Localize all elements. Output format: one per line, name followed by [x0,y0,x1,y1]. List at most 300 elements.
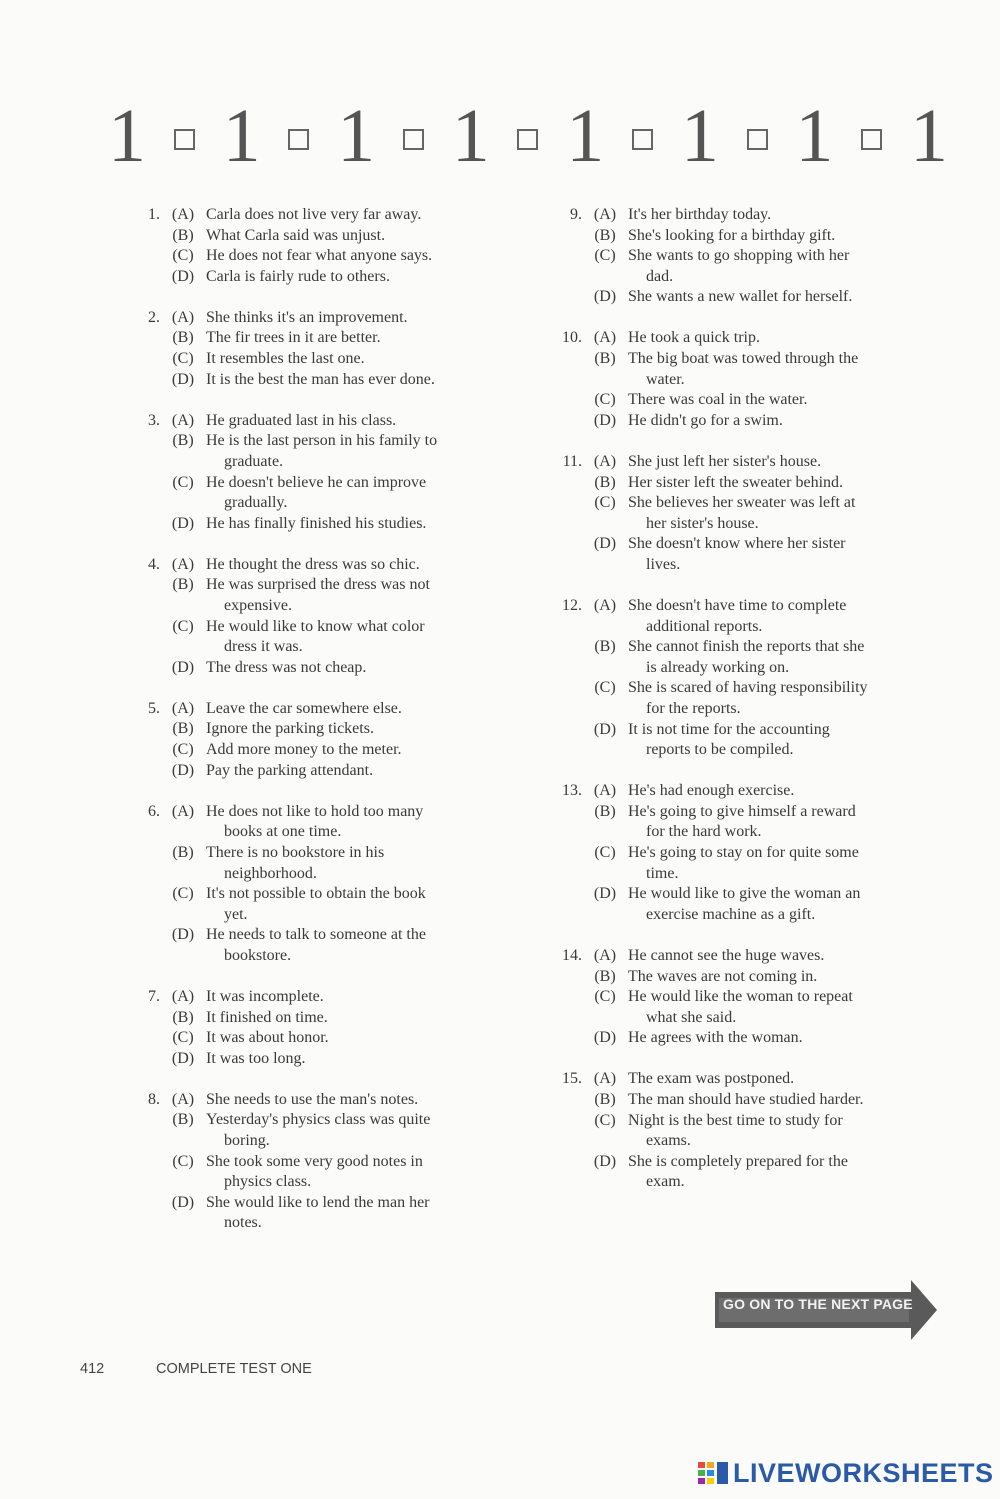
question-number [128,1008,164,1029]
answer-option[interactable] [128,1008,508,1029]
answer-option[interactable] [550,678,940,719]
brand-watermark [697,1458,994,1489]
answer-option[interactable] [128,884,508,925]
answer-option[interactable] [550,452,940,473]
brand-name: LIVEWORKSHEETS [733,1458,994,1488]
answer-option[interactable] [550,390,940,411]
option-letter: (B) [172,432,194,450]
option-text-line: She doesn't have time to complete [628,597,847,614]
answer-option[interactable] [550,987,940,1028]
option-text-line: He thought the dress was so chic. [206,555,420,573]
answer-option[interactable] [128,246,508,267]
option-letter: (A) [171,308,195,326]
option-text-line: expensive. [224,597,292,614]
question-number [550,967,586,988]
option-text-line: There was coal in the water. [628,391,808,409]
option-text-line: He is the last person in his family to [206,432,438,450]
option-text [202,658,508,679]
answer-option[interactable] [128,575,508,616]
question-number [128,514,164,535]
option-letter: (B) [594,473,616,491]
liveworksheets-logo-icon [697,1459,731,1489]
question-item [550,328,940,431]
option-text-line: He would like to know what color [206,617,425,635]
section-number: 1 [451,94,490,178]
question-number [550,1111,586,1152]
answer-option[interactable] [128,740,508,761]
option-letter: (D) [171,267,195,285]
answer-option[interactable] [128,267,508,288]
option-text-line: neighborhood. [224,864,317,882]
question-number [550,390,586,411]
option-text-line: bookstore. [224,946,292,964]
option-text-line: It was about honor. [206,1029,329,1047]
question-number: 11. [562,452,582,470]
option-letter: (B) [594,350,616,368]
option-letter: (A) [171,1090,195,1108]
option-letter: (C) [172,885,194,903]
option-text [202,1028,508,1049]
option-text [624,884,940,925]
option-text [202,205,508,226]
option-text-line: gradually. [224,494,288,512]
option-letter: (C) [594,494,616,512]
question-item [128,987,508,1069]
square-icon [632,129,653,150]
option-text [202,246,508,267]
answer-option[interactable] [128,761,508,782]
option-text-line: She wants to go shopping with her [628,247,850,265]
answer-option[interactable] [128,205,508,226]
option-text-line: It's her birthday today. [628,206,772,223]
question-number [128,761,164,782]
option-text [624,452,940,473]
answer-option[interactable] [128,925,508,966]
answer-option[interactable] [550,1028,940,1049]
option-text-line: He has finally finished his studies. [206,514,427,532]
option-text [624,802,940,843]
option-text-line: He was surprised the dress was not [206,576,430,594]
option-letter: (C) [172,350,194,368]
option-text [624,1028,940,1049]
option-text [624,534,940,575]
option-letter: (D) [593,720,617,738]
question-number: 7. [148,988,160,1005]
question-number [128,431,164,472]
answer-option[interactable] [128,328,508,349]
option-text-line: He does not like to hold too many [206,802,424,820]
answer-option[interactable] [550,473,940,494]
question-number [550,349,586,390]
option-text-line: She just left her sister's house. [628,452,822,470]
option-text-line: Carla is fairly rude to others. [206,267,390,285]
answer-option[interactable] [128,1152,508,1193]
option-letter: (A) [593,206,617,223]
option-text [202,575,508,616]
option-letter: (B) [594,967,616,985]
option-letter: (A) [593,329,617,347]
option-text-line: is already working on. [646,658,790,676]
option-letter: (D) [171,926,195,944]
answer-option[interactable] [550,493,940,534]
answer-option[interactable] [550,884,940,925]
question-number [550,802,586,843]
option-letter: (C) [594,1111,616,1129]
option-text [202,267,508,288]
option-text-line: He needs to talk to someone at the [206,926,426,944]
answer-option[interactable] [550,637,940,678]
answer-option[interactable] [550,596,940,637]
option-text [202,226,508,247]
option-text-line: Her sister left the sweater behind. [628,473,844,491]
option-text [202,1152,508,1193]
option-text-line: additional reports. [646,617,763,635]
question-number [128,740,164,761]
square-icon [174,129,195,150]
option-text [202,1090,508,1111]
option-text-line: He would like to give the woman an [628,885,861,903]
question-number [128,246,164,267]
option-letter: (A) [171,555,195,573]
section-number: 1 [337,94,376,178]
option-letter: (C) [594,247,616,265]
answer-option[interactable] [550,349,940,390]
answer-option[interactable] [550,720,940,761]
question-item [128,308,508,390]
go-next-label: GO ON TO THE NEXT PAGE [723,1296,913,1312]
option-letter: (B) [172,1008,194,1026]
option-text [624,637,940,678]
answer-option[interactable] [128,1193,508,1234]
question-number [128,884,164,925]
question-number: 4. [148,555,160,573]
option-text-line: for the hard work. [646,823,762,841]
option-text-line: She would like to lend the man her [206,1193,430,1211]
question-number: 12. [562,597,582,614]
option-text [202,740,508,761]
question-number [128,843,164,884]
option-text [202,514,508,535]
option-text-line: yet. [224,905,248,923]
option-text-line: The big boat was towed through the [628,350,859,368]
question-number [128,226,164,247]
option-text-line: He didn't go for a swim. [628,411,783,429]
option-text [202,555,508,576]
option-text-line: exam. [646,1173,685,1191]
option-text [202,719,508,740]
option-text-line: She thinks it's an improvement. [206,308,408,326]
option-letter: (D) [171,761,195,779]
option-text [202,987,508,1008]
question-number [128,1110,164,1151]
question-item [550,205,940,308]
option-letter: (D) [593,1152,617,1170]
answer-option[interactable] [128,658,508,679]
answer-option[interactable] [550,946,940,967]
question-number [550,720,586,761]
question-number: 13. [562,782,582,800]
option-text-line: It finished on time. [206,1008,328,1026]
question-number [128,925,164,966]
option-text-line: Yesterday's physics class was quite [206,1111,431,1129]
answer-option[interactable] [550,1069,940,1090]
option-letter: (B) [594,638,616,656]
option-letter: (A) [171,206,195,223]
question-number [550,411,586,432]
option-text [202,431,508,472]
question-number [550,843,586,884]
option-text [202,699,508,720]
option-letter: (C) [172,1029,194,1047]
option-letter: (D) [171,370,195,388]
answer-option[interactable] [550,802,940,843]
option-text-line: Ignore the parking tickets. [206,720,374,738]
answer-option[interactable] [128,431,508,472]
question-number: 8. [148,1090,160,1108]
answer-option[interactable] [550,1111,940,1152]
option-letter: (B) [172,720,194,738]
answer-option[interactable] [550,534,940,575]
option-text-line: It is the best the man has ever done. [206,370,435,388]
question-number: 5. [148,699,160,717]
option-text-line: She took some very good notes in [206,1152,423,1170]
option-letter: (D) [593,1029,617,1047]
option-letter: (C) [172,473,194,491]
option-letter: (B) [594,802,616,820]
option-letter: (C) [594,844,616,862]
square-icon [288,129,309,150]
option-letter: (B) [172,226,194,244]
question-number: 3. [148,411,160,429]
option-text-line: She needs to use the man's notes. [206,1090,419,1108]
answer-option[interactable] [128,843,508,884]
option-text [624,411,940,432]
option-text-line: He took a quick trip. [628,329,760,347]
option-letter: (D) [593,885,617,903]
answer-option[interactable] [128,226,508,247]
answer-option[interactable] [128,349,508,370]
answer-option[interactable] [550,287,940,308]
answer-option[interactable] [550,1090,940,1111]
go-next-page-banner [713,1278,939,1342]
option-text-line: She believes her sweater was left at [628,494,856,512]
option-text-line: The fir trees in it are better. [206,329,381,347]
option-text-line: what she said. [646,1008,737,1026]
option-letter: (C) [594,988,616,1006]
option-letter: (C) [594,391,616,409]
page-number: 412 [80,1361,105,1377]
option-text-line: He agrees with the woman. [628,1029,803,1047]
question-number [128,658,164,679]
option-text-line: It was too long. [206,1049,306,1067]
option-text [624,967,940,988]
option-letter: (D) [593,411,617,429]
option-letter: (C) [594,679,616,697]
option-letter: (D) [171,658,195,676]
footer-title: COMPLETE TEST ONE [156,1361,312,1377]
option-text-line: She doesn't know where her sister [628,535,846,553]
section-number: 1 [566,94,605,178]
option-text [202,1008,508,1029]
option-text [624,678,940,719]
answer-option[interactable] [128,1110,508,1151]
answer-option[interactable] [128,514,508,535]
section-number: 1 [795,94,834,178]
option-text [624,987,940,1028]
question-item [128,699,508,781]
option-letter: (A) [593,946,617,964]
option-text [624,246,940,287]
option-text-line: books at one time. [224,823,342,841]
option-letter: (D) [171,1049,195,1067]
question-item [550,452,940,576]
option-text [624,328,940,349]
option-text-line: The exam was postponed. [628,1070,795,1088]
option-text-line: He doesn't believe he can improve [206,473,427,491]
option-text [202,802,508,843]
answer-option[interactable] [550,328,940,349]
option-text-line: What Carla said was unjust. [206,226,386,244]
question-number [550,1090,586,1111]
option-letter: (A) [593,597,617,614]
option-letter: (B) [172,576,194,594]
option-text [624,390,940,411]
question-number: 1. [148,206,160,223]
option-text [202,884,508,925]
option-text [202,1049,508,1070]
answer-option[interactable] [550,246,940,287]
option-letter: (C) [172,247,194,265]
question-number: 9. [570,206,582,223]
page-footer [80,1361,312,1377]
option-text-line: The waves are not coming in. [628,967,818,985]
answer-option[interactable] [128,719,508,740]
question-number [128,473,164,514]
option-letter: (B) [172,843,194,861]
section-number: 1 [222,94,261,178]
option-text [624,720,940,761]
answer-option[interactable] [550,411,940,432]
answer-option[interactable] [128,617,508,658]
question-number [128,575,164,616]
option-text [202,328,508,349]
option-text-line: He cannot see the huge waves. [628,946,825,964]
question-number [550,678,586,719]
option-text-line: It was incomplete. [206,988,324,1005]
option-text-line: for the reports. [646,699,741,717]
option-text-line: She wants a new wallet for herself. [628,288,853,306]
option-text-line: reports to be compiled. [646,741,794,759]
option-text-line: dad. [646,267,674,285]
answer-option[interactable] [550,205,940,226]
answer-option[interactable] [550,843,940,884]
option-text-line: Add more money to the meter. [206,741,402,759]
question-number [128,328,164,349]
option-text [202,411,508,432]
option-text-line: She is completely prepared for the [628,1152,848,1170]
option-text [624,1069,940,1090]
option-text-line: It resembles the last one. [206,350,365,368]
option-text [624,473,940,494]
question-number [550,987,586,1028]
option-text [202,761,508,782]
option-letter: (A) [593,452,617,470]
option-letter: (A) [593,782,617,800]
option-letter: (A) [593,1070,617,1088]
answer-option[interactable] [550,967,940,988]
option-text-line: He would like the woman to repeat [628,988,853,1006]
answer-option[interactable] [128,308,508,329]
option-text-line: The dress was not cheap. [206,658,367,676]
question-number: 10. [562,329,582,347]
answer-option[interactable] [128,1028,508,1049]
answer-option[interactable] [128,987,508,1008]
question-item [128,555,508,679]
option-text [624,349,940,390]
question-item [550,946,940,1049]
square-icon [517,129,538,150]
answer-option[interactable] [128,802,508,843]
question-number [128,719,164,740]
answer-option[interactable] [550,781,940,802]
option-text [624,493,940,534]
answer-option[interactable] [128,555,508,576]
answer-option[interactable] [128,370,508,391]
option-text-line: water. [646,370,685,388]
option-letter: (B) [594,226,616,244]
option-text-line: graduate. [224,452,284,470]
answer-option[interactable] [128,411,508,432]
question-number [128,370,164,391]
option-text [202,925,508,966]
answer-option[interactable] [128,473,508,514]
question-column-left [128,205,508,1255]
option-text [202,349,508,370]
option-text-line: She cannot finish the reports that she [628,638,865,656]
option-text-line: He's going to give himself a reward [628,802,856,820]
answer-option[interactable] [128,1049,508,1070]
question-number [550,534,586,575]
question-item [550,596,940,761]
question-number [550,246,586,287]
question-number [550,1028,586,1049]
option-letter: (D) [593,535,617,553]
option-text [624,287,940,308]
option-text-line: There is no bookstore in his [206,843,385,861]
answer-option[interactable] [128,1090,508,1111]
option-text-line: her sister's house. [646,514,759,532]
square-icon [403,129,424,150]
option-text-line: dress it was. [224,638,303,656]
answer-option[interactable] [128,699,508,720]
option-text-line: Pay the parking attendant. [206,761,374,779]
option-text-line: He's going to stay on for quite some [628,844,859,862]
answer-option[interactable] [550,226,940,247]
option-text-line: It's not possible to obtain the book [206,885,426,903]
option-text [624,781,940,802]
option-text [202,370,508,391]
option-text [624,946,940,967]
option-letter: (B) [594,1090,616,1108]
option-text [624,1111,940,1152]
option-text-line: Night is the best time to study for [628,1111,843,1129]
answer-option[interactable] [550,1152,940,1193]
option-text [624,226,940,247]
option-text [202,617,508,658]
question-number [550,1152,586,1193]
option-text-line: physics class. [224,1173,312,1191]
option-text [202,843,508,884]
